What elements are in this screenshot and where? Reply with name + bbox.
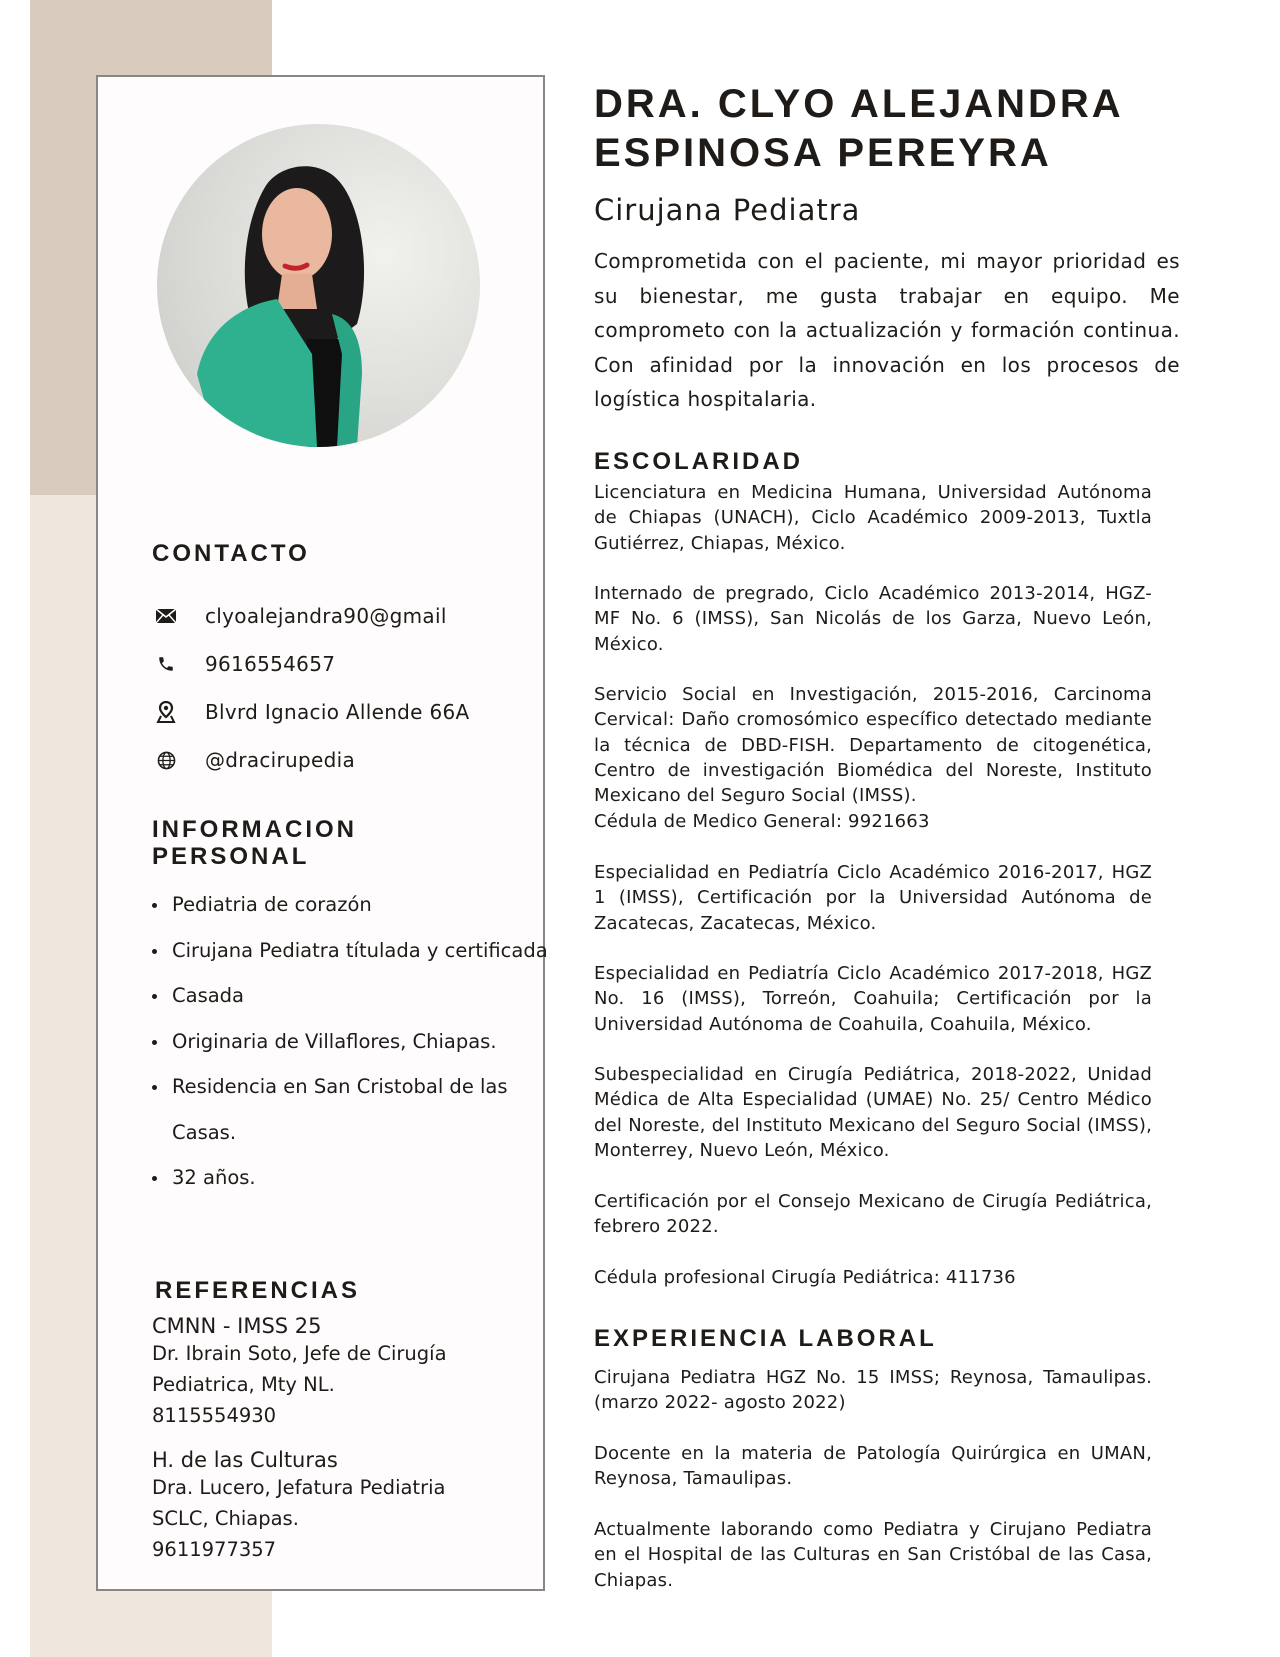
list-item: 32 años. [172,1155,552,1201]
list-item: Cirujana Pediatra títulada y certificada [172,928,552,974]
reference-place: H. de las Culturas [152,1448,338,1472]
profile-summary: Comprometida con el paciente, mi mayor prioridad es su bienestar, me gusta trabajar en equipo. Me comprometo con la actualización y formación continua. Con afinidad por la innovación en los procesos de logística hospitalaria. [594,249,1180,411]
contact-section-title: CONTACTO [152,540,310,567]
education-entry: Licenciatura en Medicina Humana, Universidad Autónoma de Chiapas (UNACH), Ciclo Académico 2009-2013, Tuxtla Gutiérrez, Chiapas, México. [594,482,1152,554]
globe-icon [153,749,179,771]
social-handle-text[interactable]: @dracirupedia [205,748,356,772]
address-text: Blvrd Ignacio Allende 66A [205,700,470,724]
education-entry: Especialidad en Pediatría Ciclo Académico 2017-2018, HGZ No. 16 (IMSS), Torreón, Coahuila; Certificación por la Universidad Autónoma de Coahuila, Coahuila, México. [594,963,1152,1035]
reference-location: Pediatrica, Mty NL. [152,1373,335,1396]
experience-entry: Docente en la materia de Patología Quirúrgica en UMAN, Reynosa, Tamaulipas. [594,1443,1152,1490]
page-title: DRA. CLYO ALEJANDRA ESPINOSA PEREYRA [594,82,1123,175]
education-entry: Especialidad en Pediatría Ciclo Académico 2016-2017, HGZ 1 (IMSS), Certificación por la Universidad Autónoma de Zacatecas, Zacatecas, México. [594,862,1152,934]
personal-info-title-line2: PERSONAL [152,843,310,870]
contact-phone [153,649,336,679]
personal-info-title-line1: INFORMACION [152,816,357,843]
list-item: Originaria de Villaflores, Chiapas. [172,1019,552,1065]
phone-text[interactable]: 9616554657 [205,652,336,676]
contact-email [153,601,447,631]
reference-phone[interactable]: 9611977357 [152,1538,277,1561]
neck [277,274,317,309]
email-text[interactable]: clyoalejandra90@gmail [205,604,447,628]
experience-section-title: EXPERIENCIA LABORAL [594,1325,937,1352]
personal-info-section-title [152,816,357,870]
profile-photo-illustration [157,124,480,447]
reference-person: Dr. Ibrain Soto, Jefe de Cirugía [152,1342,447,1365]
education-entry: Cédula profesional Cirugía Pediátrica: 411736 [594,1267,1016,1288]
profile-photo [157,124,480,447]
experience-entry: Cirujana Pediatra HGZ No. 15 IMSS; Reynosa, Tamaulipas. (marzo 2022- agosto 2022) [594,1367,1152,1414]
list-item: Residencia en San Cristobal de las Casas. [172,1064,552,1155]
job-title: Cirujana Pediatra [594,193,861,227]
list-item: Pediatria de corazón [172,882,552,928]
education-entry: Cédula de Medico General: 9921663 [594,811,930,832]
personal-info-list [150,882,552,1201]
reference-location: SCLC, Chiapas. [152,1507,299,1530]
reference-phone[interactable]: 8115554930 [152,1404,277,1427]
reference-person: Dra. Lucero, Jefatura Pediatria [152,1476,446,1499]
contact-social [153,745,356,775]
reference-item [152,1448,512,1565]
education-section-title: ESCOLARIDAD [594,448,804,475]
education-entry: Subespecialidad en Cirugía Pediátrica, 2018-2022, Unidad Médica de Alta Especialidad (UMAE) No. 25/ Centro Médico del Noreste, del Instituto Mexicano del Seguro Social (IMSS), Monterrey, Nuevo León, México. [594,1064,1152,1161]
list-item: Casada [172,973,552,1019]
education-entry: Internado de pregrado, Ciclo Académico 2013-2014, HGZ-MF No. 6 (IMSS), San Nicolás de los Garza, Nuevo León, México. [594,583,1152,655]
references-section-title: REFERENCIAS [155,1277,361,1304]
envelope-icon [153,605,179,627]
reference-place: CMNN - IMSS 25 [152,1314,322,1338]
experience-entry: Actualmente laborando como Pediatra y Cirujano Pediatra en el Hospital de las Culturas en San Cristóbal de las Casa, Chiapas. [594,1519,1152,1591]
reference-item [152,1314,512,1431]
phone-icon [153,653,179,675]
education-entry: Servicio Social en Investigación, 2015-2016, Carcinoma Cervical: Daño cromosómico específico detectado mediante la técnica de DBD-FISH. Departamento de citogenética, Centro de investigación Biomédica del Noreste, Instituto Mexicano del Seguro Social (IMSS). [594,684,1152,807]
map-pin-icon [153,701,179,723]
education-entry: Certificación por el Consejo Mexicano de Cirugía Pediátrica, febrero 2022. [594,1191,1152,1238]
contact-address [153,697,470,727]
